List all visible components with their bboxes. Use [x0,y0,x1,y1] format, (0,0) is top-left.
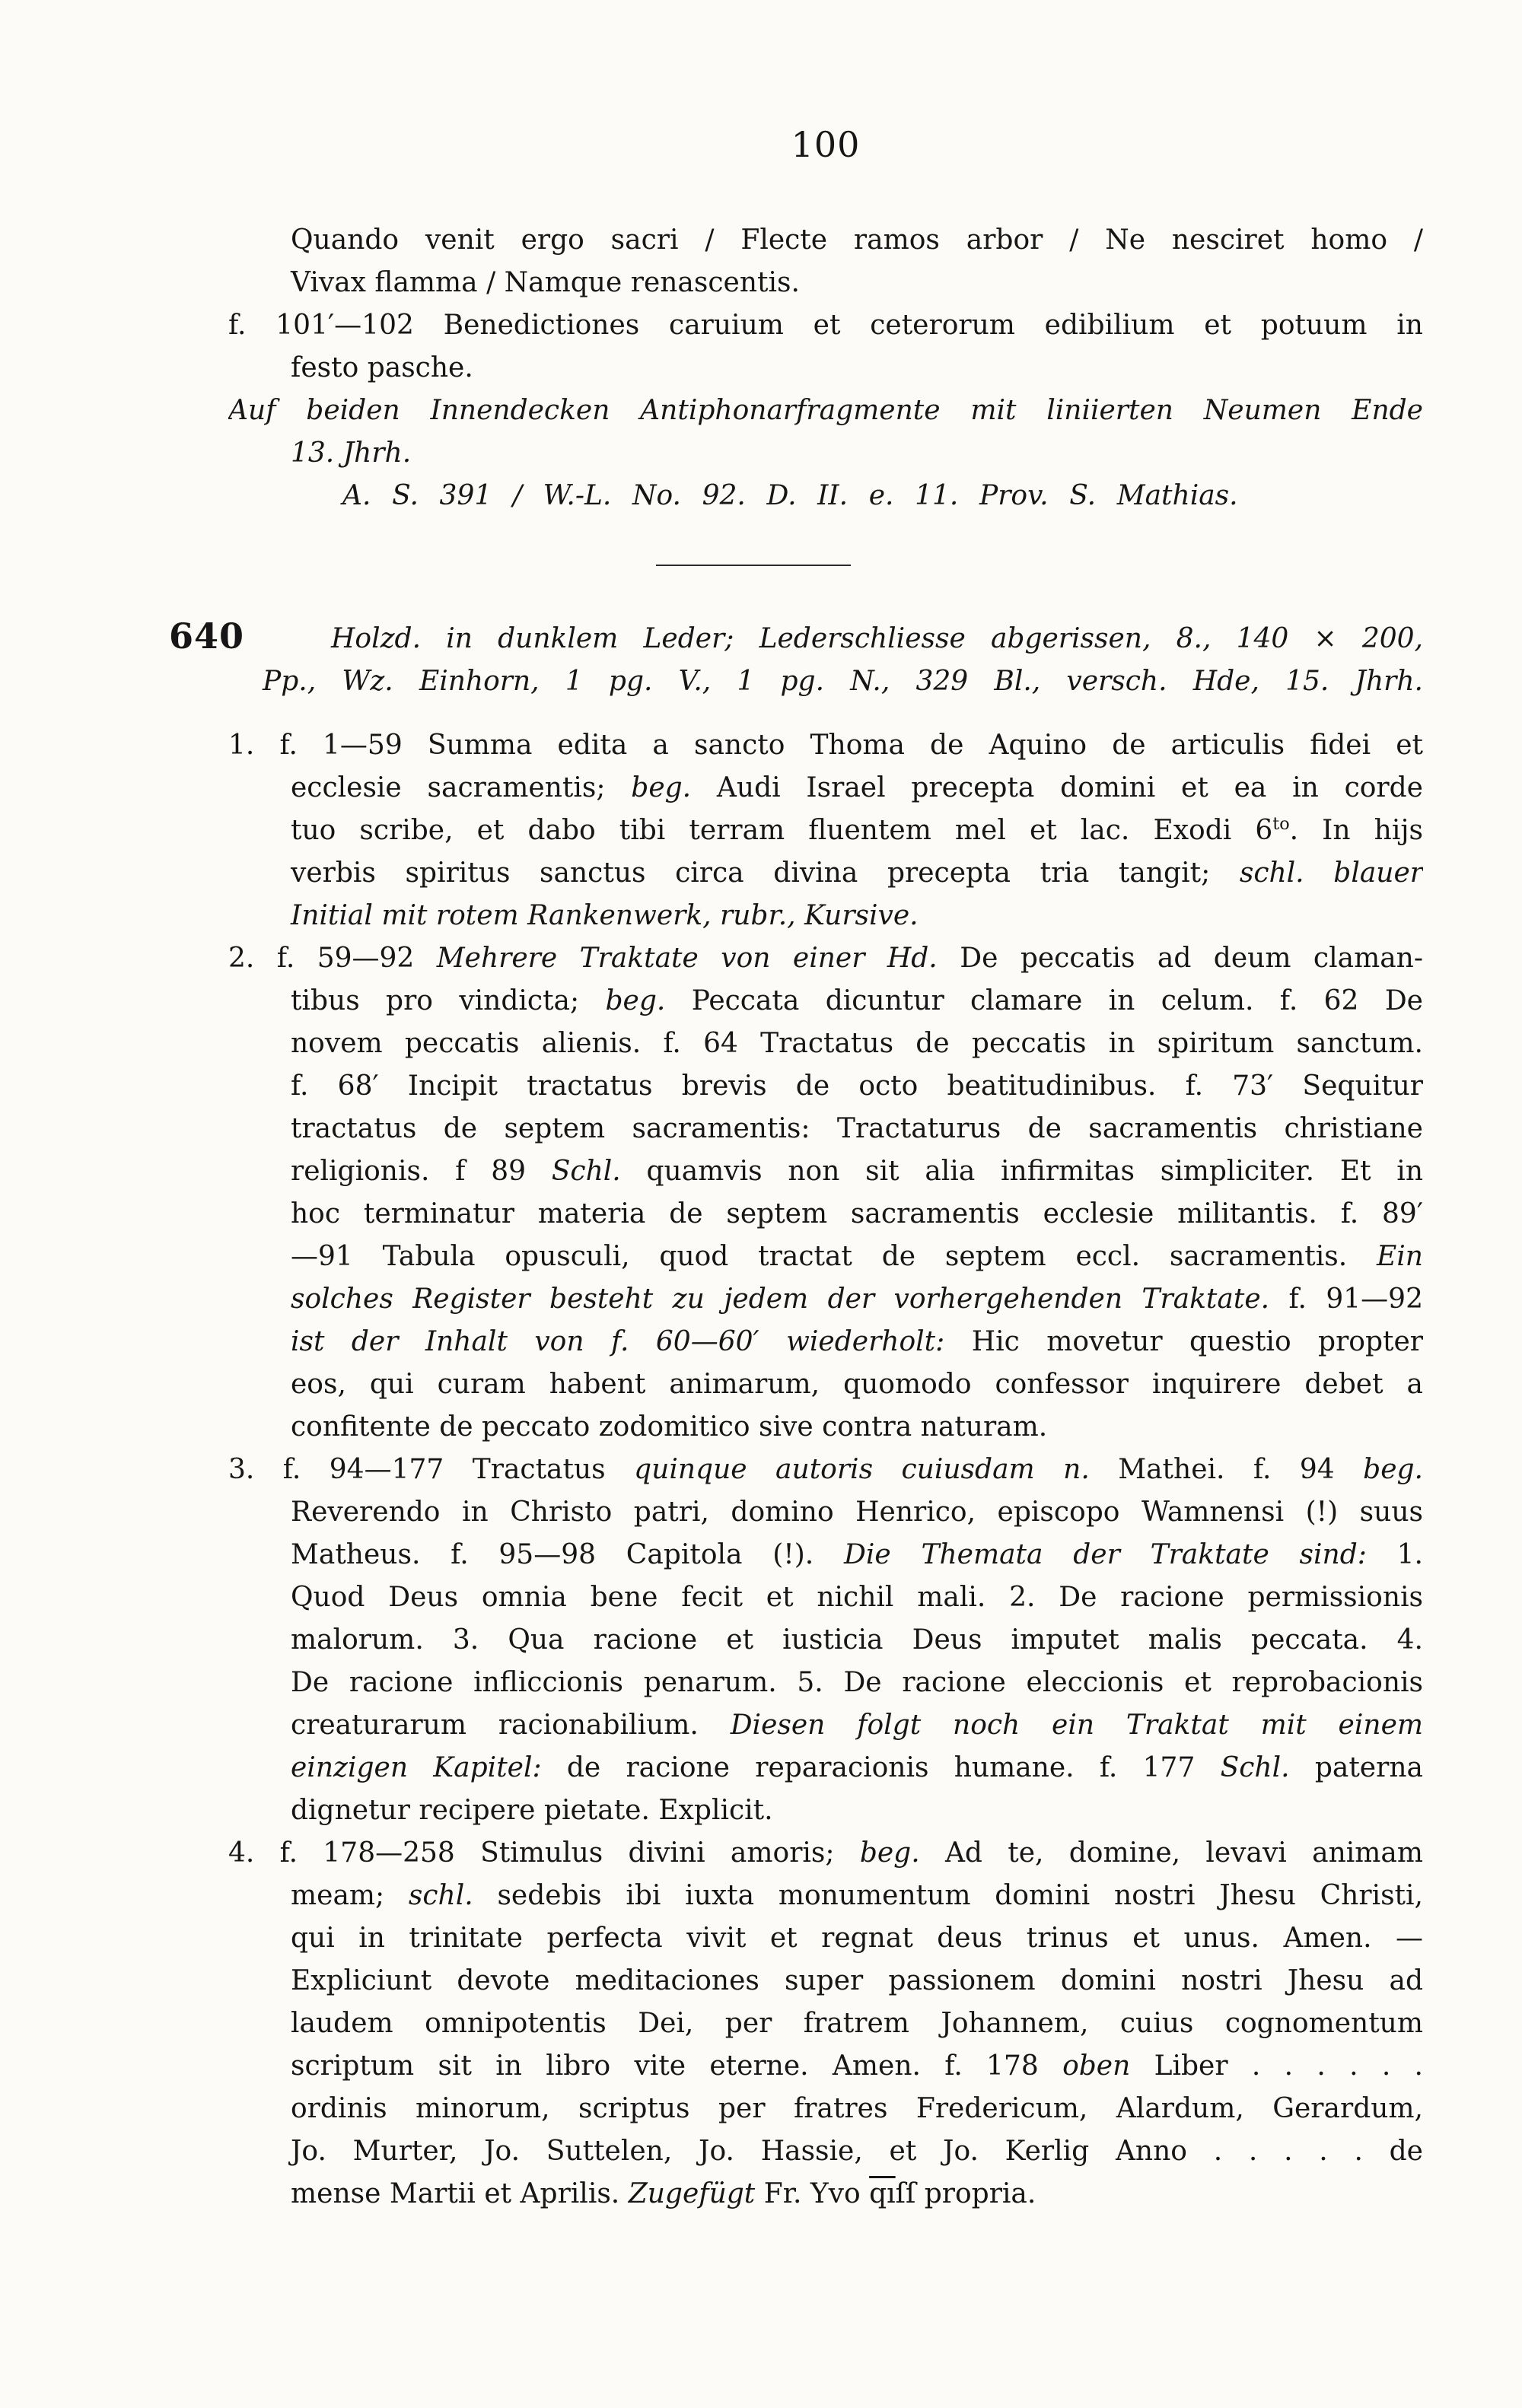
text-line: Vivax flamma / Namque renascentis. [291,267,800,298]
text-line: tibus pro vindicta; beg. Peccata dicuntur clamare in celum. f. 62 De [291,985,1423,1016]
text-line: qui in trinitate perfecta vivit et regnat deus trinus et unus. Amen. — [291,1923,1423,1954]
text-line: festo pasche. [291,352,473,383]
text-line: dignetur recipere pietate. Explicit. [291,1795,773,1826]
text-line: novem peccatis alienis. f. 64 Tractatus de peccatis in spiritum sanctum. [291,1028,1423,1059]
text-line: De racione infliccionis penarum. 5. De racione eleccionis et reprobacionis [291,1667,1423,1698]
text-line: Pp., Wz. Einhorn, 1 pg. V., 1 pg. N., 329 Bl., versch. Hde, 15. Jhrh. [263,666,1423,697]
text-line: Reverendo in Christo patri, domino Henrico, episcopo Wamnensi (!) suus [291,1497,1423,1528]
folio-note-block [228,304,1423,390]
text-line: creaturarum racionabilium. Diesen folgt noch ein Traktat mit einem [291,1710,1423,1741]
text-line: Matheus. f. 95—98 Capitola (!). Die Themata der Traktate sind: 1. [291,1539,1423,1570]
text-line: confitente de peccato zodomitico sive contra naturam. [291,1411,1048,1443]
text-line: 3. f. 94—177 Tractatus quinque autoris cuiusdam n. Mathei. f. 94 beg. [228,1454,1423,1485]
page-number: 100 [791,124,861,165]
text-line: A. S. 391 / W.-L. No. 92. D. II. e. 11. Prov. S. Mathias. [342,480,1238,511]
text-line: ordinis minorum, scriptus per fratres Fredericum, Alardum, Gerardum, [291,2093,1423,2124]
text-line: —91 Tabula opusculi, quod tractat de septem eccl. sacramentis. Ein [291,1241,1423,1272]
text-line: Jo. Murter, Jo. Suttelen, Jo. Hassie, et Jo. Kerlig Anno . . . . . de [291,2136,1423,2167]
text-line: Expliciunt devote meditaciones super passionem domini nostri Jhesu ad [291,1965,1423,1996]
text-line: Quod Deus omnia bene fecit et nichil mali. 2. De racione permissionis [291,1582,1423,1613]
text-line: scriptum sit in libro vite eterne. Amen. f. 178 oben Liber . . . . . . [291,2050,1423,2082]
text-line: 13. Jhrh. [291,437,412,469]
catalog-item-3 [228,1449,1423,1832]
text-line: eos, qui curam habent animarum, quomodo confessor inquirere debet a [291,1369,1423,1400]
text-line: ist der Inhalt von f. 60—60′ wiederholt: Hic movetur questio propter [291,1326,1423,1357]
text-line: mense Martii et Aprilis. Zugefügt Fr. Yvo $\overline{qı}ſſ$ propria. [291,2178,1036,2209]
entry-number: 640 [169,616,245,657]
text-line: religionis. f 89 Schl. quamvis non sit alia infirmitas simpliciter. Et in [291,1156,1423,1187]
text-line: f. 101′—102 Benedictiones caruium et ceterorum edibilium et potuum in [228,310,1423,341]
text-line: malorum. 3. Qua racione et iusticia Deus imputet malis peccata. 4. [291,1624,1423,1656]
text-line: f. 68′ Incipit tractatus brevis de octo beatitudinibus. f. 73′ Sequitur [291,1070,1423,1102]
text-line: Holzd. in dunklem Leder; Lederschliesse abgerissen, 8., 140 × 200, [331,623,1423,654]
text-line: solches Register besteht zu jedem der vorhergehenden Traktate. f. 91—92 [291,1284,1423,1315]
text-line: Initial mit rotem Rankenwerk, rubr., Kursive. [291,900,919,931]
text-line: meam; schl. sedebis ibi iuxta monumentum domini nostri Jhesu Christi, [291,1880,1423,1911]
section-divider [656,565,851,566]
shelfmark-line [228,475,1423,517]
text-line: 2. f. 59—92 Mehrere Traktate von einer Hd. De peccatis ad deum claman- [228,943,1423,974]
binding-note-block [228,390,1423,475]
text-line: ecclesie sacramentis; beg. Audi Israel precepta domini et ea in corde [291,772,1423,803]
verse-quote-block [228,219,1423,304]
text-line: verbis spiritus sanctus circa divina precepta tria tangit; schl. blauer [291,857,1423,889]
text-line: Auf beiden Innendecken Antiphonarfragmente mit liniierten Neumen Ende [228,395,1423,426]
text-line: Quando venit ergo sacri / Flecte ramos arbor / Ne nesciret homo / [291,224,1423,256]
text-line: 1. f. 1—59 Summa edita a sancto Thoma de Aquino de articulis fidei et [228,730,1423,761]
catalog-item-1 [228,724,1423,937]
catalog-item-4 [228,1832,1423,2216]
text-line: hoc terminatur materia de septem sacramentis ecclesie militantis. f. 89′ [291,1198,1423,1229]
text-line: 4. f. 178—258 Stimulus divini amoris; beg. Ad te, domine, levavi animam [228,1837,1423,1869]
text-line: tractatus de septem sacramentis: Tractaturus de sacramentis christiane [291,1113,1423,1144]
text-line: laudem omnipotentis Dei, per fratrem Johannem, cuius cognomentum [291,2008,1423,2039]
entry-heading [169,616,1423,703]
catalog-item-2 [228,937,1423,1449]
text-line: tuo scribe, et dabo tibi terram fluentem mel et lac. Exodi $6^{to}$. In hijs [291,814,1423,846]
text-line: einzigen Kapitel: de racione reparacionis humane. f. 177 Schl. paterna [291,1752,1423,1783]
